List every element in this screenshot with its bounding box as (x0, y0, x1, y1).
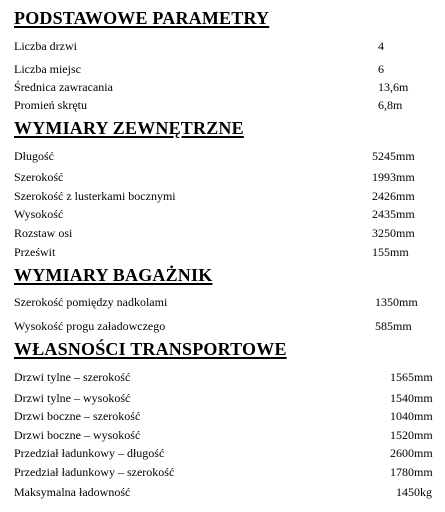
spec-label: Szerokość (14, 170, 64, 184)
spec-row (14, 169, 445, 185)
spec-label: Rozstaw osi (14, 226, 73, 240)
spec-value: 6 (378, 62, 384, 76)
spec-label: Drzwi tylne – wysokość (14, 391, 131, 405)
spec-label: Drzwi tylne – szerokość (14, 370, 131, 384)
spec-value: 1350mm (375, 295, 418, 309)
spec-label: Prześwit (14, 245, 56, 259)
spec-row (14, 294, 445, 310)
section-title-cargo-dimensions: WYMIARY BAGAŻNIK (14, 265, 213, 285)
section-title-exterior-dimensions: WYMIARY ZEWNĘTRZNE (14, 118, 244, 138)
spec-label: Drzwi boczne – szerokość (14, 409, 141, 423)
spec-value: 1780mm (390, 465, 433, 479)
spec-row (14, 318, 445, 334)
spec-value: 1565mm (390, 370, 433, 384)
spec-label: Szerokość pomiędzy nadkolami (14, 295, 168, 309)
spec-label: Drzwi boczne – wysokość (14, 428, 141, 442)
spec-value: 2600mm (390, 446, 433, 460)
spec-value: 1520mm (390, 428, 433, 442)
spec-row (14, 97, 445, 113)
section-title-basic-parameters: PODSTAWOWE PARAMETRY (14, 8, 270, 28)
spec-value: 2426mm (372, 189, 415, 203)
spec-label: Promień skrętu (14, 98, 87, 112)
spec-row (14, 464, 445, 480)
spec-value: 155mm (372, 245, 409, 259)
spec-row (14, 61, 445, 77)
section-title-transport-properties: WŁASNOŚCI TRANSPORTOWE (14, 339, 287, 359)
spec-row (14, 369, 445, 385)
spec-row (14, 445, 445, 461)
spec-label: Liczba drzwi (14, 39, 77, 53)
spec-row (14, 206, 445, 222)
spec-row (14, 148, 445, 164)
spec-row (14, 188, 445, 204)
spec-value: 1993mm (372, 170, 415, 184)
spec-label: Przedział ładunkowy – szerokość (14, 465, 175, 479)
spec-value: 585mm (375, 319, 412, 333)
spec-label: Wysokość (14, 207, 64, 221)
spec-row (14, 244, 445, 260)
spec-row (14, 225, 445, 241)
spec-value: 2435mm (372, 207, 415, 221)
spec-row (14, 38, 445, 54)
spec-label: Szerokość z lusterkami bocznymi (14, 189, 176, 203)
spec-row (14, 484, 445, 500)
spec-value: 4 (378, 39, 384, 53)
spec-row (14, 408, 445, 424)
spec-value: 5245mm (372, 149, 415, 163)
spec-row (14, 427, 445, 443)
spec-label: Liczba miejsc (14, 62, 81, 76)
spec-label: Przedział ładunkowy – długość (14, 446, 165, 460)
spec-value: 1540mm (390, 391, 433, 405)
spec-row (14, 390, 445, 406)
spec-label: Średnica zawracania (14, 80, 113, 94)
spec-value: 1450kg (396, 485, 432, 499)
spec-label: Maksymalna ładowność (14, 485, 131, 499)
spec-label: Długość (14, 149, 54, 163)
spec-label: Wysokość progu załadowczego (14, 319, 166, 333)
spec-row (14, 79, 445, 95)
spec-value: 1040mm (390, 409, 433, 423)
spec-value: 13,6m (378, 80, 409, 94)
spec-value: 6,8m (378, 98, 403, 112)
spec-value: 3250mm (372, 226, 415, 240)
